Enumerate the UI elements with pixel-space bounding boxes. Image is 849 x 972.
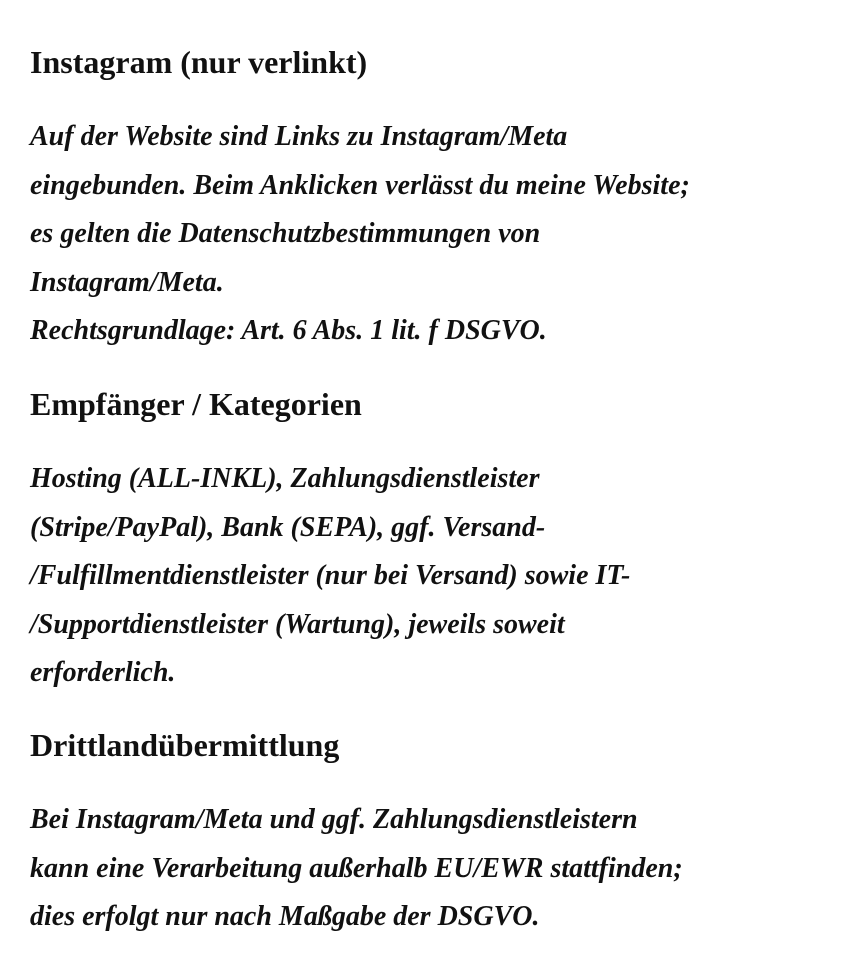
body-line: dies erfolgt nur nach Maßgabe der DSGVO.: [30, 901, 540, 932]
body-line: kann eine Verarbeitung außerhalb EU/EWR stattfinden;: [30, 852, 683, 884]
body-line: /Fulfillmentdienstleister (nur bei Versand) sowie IT-: [30, 560, 631, 591]
section-heading-recipients: Empfänger / Kategorien: [30, 386, 362, 422]
body-line: Instagram/Meta.: [30, 266, 224, 298]
section-body-instagram: [30, 113, 690, 356]
body-line: erforderlich.: [30, 657, 176, 688]
body-line: Rechtsgrundlage: Art. 6 Abs. 1 lit. f DSGVO.: [30, 315, 547, 346]
body-line: Hosting (ALL-INKL), Zahlungsdienstleister: [30, 463, 540, 494]
section-body-recipients: [30, 455, 630, 698]
section-heading-instagram: Instagram (nur verlinkt): [30, 44, 368, 80]
body-line: /Supportdienstleister (Wartung), jeweils soweit: [30, 608, 565, 640]
section-body-third-country: [30, 796, 683, 942]
body-line: (Stripe/PayPal), Bank (SEPA), ggf. Versand-: [30, 511, 546, 543]
body-line: Auf der Website sind Links zu Instagram/Meta: [30, 121, 568, 152]
body-line: eingebunden. Beim Anklicken verlässt du meine Website;: [30, 169, 690, 201]
body-line: Bei Instagram/Meta und ggf. Zahlungsdienstleistern: [30, 804, 638, 835]
section-heading-third-country: Drittlandübermittlung: [30, 727, 340, 763]
body-line: es gelten die Datenschutzbestimmungen von: [30, 218, 541, 249]
